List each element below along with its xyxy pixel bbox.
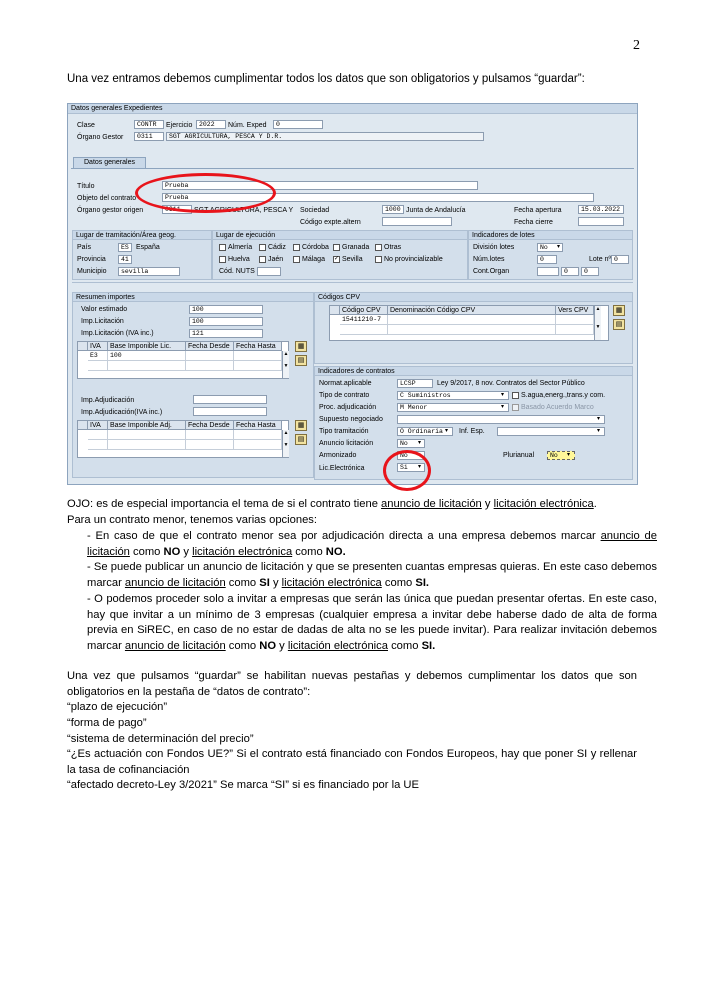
text-run: como	[225, 639, 260, 652]
table-cell[interactable]	[88, 440, 108, 450]
lugar-ejecucion-section	[212, 230, 468, 280]
underlined-term: licitación electrónica	[192, 545, 293, 558]
table-cell[interactable]	[388, 315, 556, 325]
check-granada[interactable]	[333, 244, 340, 251]
opt-cordoba: Córdoba	[302, 244, 329, 251]
organo-gestor-code[interactable]: 0311	[134, 132, 164, 141]
anuncio-licitacion-label: Anuncio licitación	[319, 440, 374, 447]
indicadores-lotes-title: Indicadores de lotes	[469, 231, 632, 240]
fecha-cierre-field[interactable]	[578, 217, 624, 226]
sociedad-code[interactable]: 1000	[382, 205, 404, 214]
row-selector-header	[78, 342, 88, 351]
imp-licitacion-iva-label: Imp.Licitación (IVA inc.)	[81, 330, 154, 337]
cpv-table	[329, 305, 609, 341]
num-lotes-field[interactable]: 0	[537, 255, 557, 264]
proc-adjudicacion-select[interactable]: M Menor	[397, 403, 509, 412]
clase-field[interactable]: CONTR	[134, 120, 164, 129]
check-huelva[interactable]	[219, 256, 226, 263]
num-lotes-label: Núm.lotes	[473, 256, 505, 263]
organo-origen-name: SGT AGRICULTURA, PESCA Y	[194, 207, 294, 214]
fecha-cierre-label: Fecha cierre	[514, 219, 553, 226]
sagua-checkbox[interactable]	[512, 392, 519, 399]
table-cell[interactable]	[186, 351, 234, 361]
table-cell[interactable]	[234, 361, 282, 371]
bold-term: SI.	[421, 639, 436, 652]
sagua-label: S.agua,energ.,trans.y com.	[521, 392, 606, 399]
sociedad-name: Junta de Andalucía	[406, 207, 466, 214]
row-selector-header	[78, 421, 88, 430]
tipo-contrato-label: Tipo de contrato	[319, 392, 370, 399]
option-bullet-1	[67, 529, 657, 560]
fecha-apertura-label: Fecha apertura	[514, 207, 562, 214]
table-header: Fecha Hasta	[234, 421, 282, 430]
check-jaen[interactable]	[259, 256, 266, 263]
imp-adjudicacion-label: Imp.Adjudicación	[81, 397, 135, 404]
table-export-icon[interactable]: ▤	[295, 434, 307, 445]
lugar-tramitacion-section	[72, 230, 212, 280]
sociedad-label: Sociedad	[300, 207, 330, 214]
pais-label: País	[77, 244, 92, 251]
base-imponible-adj-table	[77, 420, 289, 458]
lote-no-label: Lote nº	[589, 256, 612, 263]
opt-jaen: Jaén	[268, 256, 284, 263]
chevron-down-icon: ▾	[501, 404, 505, 410]
codigos-cpv-section	[314, 292, 633, 364]
pais-code[interactable]: ES	[118, 243, 132, 252]
codigo-expte-label: Código expte.altern	[300, 219, 361, 226]
table-cell[interactable]: E3	[88, 351, 108, 361]
chevron-down-icon: ▾	[418, 464, 422, 470]
intro-text: Una vez entramos debemos cumplimentar todos los datos que son obligatorios y pulsamos “guardar”:	[67, 73, 585, 85]
tab-datos-generales[interactable]: Datos generales	[73, 157, 146, 168]
page-number: 2	[633, 38, 640, 53]
chevron-down-icon: ▾	[567, 452, 571, 458]
lugar-ejecucion-title: Lugar de ejecución	[213, 231, 467, 240]
check-sevilla[interactable]: ✓	[334, 256, 340, 262]
organo-gestor-label: Órgano Gestor	[77, 134, 124, 141]
imp-adjudicacion-iva-label: Imp.Adjudicación(IVA inc.)	[81, 409, 163, 416]
num-exped-label: Núm. Exped	[228, 122, 267, 129]
underlined-term: anuncio de licitación	[124, 639, 226, 652]
underlined-term: anuncio de licitación	[87, 530, 657, 558]
plurianual-label: Plurianual	[503, 452, 535, 459]
table-cell[interactable]	[186, 440, 234, 450]
bold-term: SI.	[415, 576, 430, 589]
tab-divider	[71, 168, 634, 169]
table-header: Base Imponible Adj.	[108, 421, 186, 430]
normat-field[interactable]: LCSP	[397, 379, 433, 388]
required-field-item: “plazo de ejecución”	[67, 701, 168, 713]
table-cell[interactable]	[388, 325, 556, 335]
fecha-apertura-field[interactable]: 15.03.2022	[578, 205, 624, 214]
text-run: - Se puede publicar un anuncio de licitación y que se presenten cuantas empresas quieras. En este caso debemos marcar	[87, 561, 657, 589]
text-run: OJO: es de especial importancia el tema de si el contrato tiene	[67, 498, 382, 510]
table-export-icon[interactable]: ▤	[295, 355, 307, 366]
tramitacion-select[interactable]: O Ordinaria	[397, 427, 453, 436]
organo-origen-code[interactable]: 0311	[162, 205, 192, 214]
organo-gestor-name: SGT AGRICULTURA, PESCA Y D.R.	[166, 132, 484, 141]
chevron-down-icon: ▾	[597, 428, 601, 434]
objeto-label: Objeto del contrato	[77, 195, 137, 202]
base-imponible-lic-table	[77, 341, 289, 379]
resumen-importes-title: Resumen importes	[73, 293, 313, 302]
option-bullet-2	[67, 560, 657, 591]
imp-licitacion-label: Imp.Licitación	[81, 318, 124, 325]
table-cell[interactable]	[340, 325, 388, 335]
text-run: y	[481, 498, 494, 510]
chevron-down-icon: ▾	[597, 416, 601, 422]
cont-organ-field-3[interactable]: 0	[581, 267, 599, 276]
armonizado-label: Armonizado	[319, 452, 357, 459]
imp-adjudicacion-field[interactable]	[193, 395, 267, 404]
check-no-provincializable[interactable]	[375, 256, 382, 263]
imp-adjudicacion-iva-field[interactable]	[193, 407, 267, 416]
text-run: y	[276, 639, 288, 652]
ojo-paragraph	[67, 497, 637, 513]
scrollbar[interactable]: ▲ ▼	[282, 430, 289, 457]
scrollbar[interactable]: ▲ ▼	[282, 351, 289, 378]
clase-label: Clase	[77, 122, 95, 129]
inf-esp-label: Inf. Esp.	[459, 428, 485, 435]
normat-label: Normat.aplicable	[319, 380, 372, 387]
underlined-term: anuncio de licitación	[381, 498, 482, 510]
table-cell[interactable]: 100	[108, 351, 186, 361]
text-run: como	[292, 545, 326, 558]
text-run: y	[269, 576, 282, 589]
scrollbar[interactable]: ▲ ▼	[594, 306, 601, 340]
required-field-item: “forma de pago”	[67, 717, 147, 729]
table-cell[interactable]	[234, 440, 282, 450]
indicadores-contratos-title: Indicadores de contratos	[315, 367, 632, 376]
header-title: Datos generales Expedientes	[68, 104, 637, 114]
check-almeria[interactable]	[219, 244, 226, 251]
table-cell[interactable]	[108, 430, 186, 440]
opt-malaga: Málaga	[302, 256, 325, 263]
table-header: Vers CPV	[556, 306, 594, 315]
table-cell[interactable]: 15411210-7	[340, 315, 388, 325]
opt-sevilla: Sevilla	[342, 256, 363, 263]
imp-licitacion-field[interactable]: 100	[189, 317, 263, 326]
indicadores-lotes-section	[468, 230, 633, 280]
organo-origen-label: Órgano gestor origen	[77, 207, 144, 214]
table-header: Denominación Código CPV	[388, 306, 556, 315]
ejercicio-label: Ejercicio	[166, 122, 193, 129]
cont-organ-label: Cont.Organ	[473, 268, 510, 275]
text-run: como	[387, 639, 422, 652]
basado-checkbox[interactable]	[512, 404, 519, 411]
underlined-term: licitación electrónica	[287, 639, 388, 652]
table-cell[interactable]	[556, 325, 594, 335]
opt-cadiz: Cádiz	[268, 244, 286, 251]
check-cordoba[interactable]	[293, 244, 300, 251]
required-field-item: “sistema de determinación del precio”	[67, 733, 254, 745]
table-cell[interactable]	[186, 361, 234, 371]
provincia-field[interactable]: 41	[118, 255, 132, 264]
row-selector-header	[330, 306, 340, 315]
bold-term: NO.	[325, 545, 346, 558]
proc-adjudicacion-label: Proc. adjudicación	[319, 404, 377, 411]
ojo-intro-line: Para un contrato menor, tenemos varias opciones:	[67, 514, 317, 526]
opt-granada: Granada	[342, 244, 370, 251]
table-cell[interactable]	[234, 430, 282, 440]
highlight-ring	[135, 173, 276, 213]
table-cell[interactable]	[88, 430, 108, 440]
resumen-importes-section	[72, 292, 314, 478]
plurianual-select[interactable]: No	[547, 451, 575, 460]
text-run: - En caso de que el contrato menor sea por adjudicación directa a una empresa debemos marcar	[87, 530, 601, 542]
titulo-label: Título	[77, 183, 95, 190]
codigos-cpv-title: Códigos CPV	[315, 293, 632, 302]
titulo-field[interactable]: Prueba	[162, 181, 478, 190]
bold-term: SI	[259, 576, 270, 589]
text-run: y	[180, 545, 193, 558]
division-lotes-label: División lotes	[473, 244, 515, 251]
text-run: como	[129, 545, 164, 558]
text-run: como	[381, 576, 416, 589]
table-header: IVA	[88, 421, 108, 430]
table-settings-icon[interactable]: ▦	[295, 420, 307, 431]
underlined-term: licitación electrónica	[493, 498, 594, 510]
table-settings-icon[interactable]: ▦	[613, 305, 625, 316]
table-cell[interactable]	[186, 430, 234, 440]
table-cell[interactable]	[234, 351, 282, 361]
table-cell[interactable]	[556, 315, 594, 325]
table-export-icon[interactable]: ▤	[613, 319, 625, 330]
valor-estimado-field[interactable]: 100	[189, 305, 263, 314]
opt-almeria: Almería	[228, 244, 253, 251]
cont-organ-field-1[interactable]	[537, 267, 559, 276]
option-bullet-3	[67, 592, 657, 654]
section-divider	[72, 282, 633, 283]
armonizado-select[interactable]: No	[397, 451, 425, 460]
ejercicio-field[interactable]: 2022	[196, 120, 226, 129]
lic-electronica-select[interactable]: Si	[397, 463, 425, 472]
lugar-tramitacion-title: Lugar de tramitación/Área geog.	[73, 231, 211, 240]
underlined-term: anuncio de licitación	[124, 576, 226, 589]
cont-organ-field-2[interactable]: 0	[561, 267, 579, 276]
objeto-field[interactable]: Prueba	[162, 193, 594, 202]
supuesto-select[interactable]	[397, 415, 605, 424]
table-cell[interactable]	[108, 361, 186, 371]
num-exped-field[interactable]: 0	[273, 120, 323, 129]
text-run: como	[225, 576, 260, 589]
table-header: Código CPV	[340, 306, 388, 315]
opt-huelva: Huelva	[228, 256, 250, 263]
tramitacion-label: Tipo tramitación	[319, 428, 369, 435]
table-cell[interactable]	[108, 440, 186, 450]
check-cadiz[interactable]	[259, 244, 266, 251]
chevron-down-icon: ▾	[445, 428, 449, 434]
check-otras[interactable]	[375, 244, 382, 251]
table-cell[interactable]	[88, 361, 108, 371]
lic-electronica-label: Lic.Electrónica	[319, 465, 365, 472]
chevron-down-icon: ▾	[418, 440, 422, 446]
opt-otras: Otras	[384, 244, 402, 251]
highlight-ring	[383, 450, 431, 491]
text-run: - O podemos proceder solo a invitar a empresas que serán las única que puedan presentar ofertas. En este caso, hay que invitar a un mínimo de 3 empresas (cualquier empresa a invitar debe haberse dado de alta de forma previa en SiREC, en caso de no estar de dadas de alta no se les puede invitar). Para realizar invitación debemos marcar	[87, 593, 657, 652]
lote-no-field[interactable]: 0	[611, 255, 629, 264]
table-settings-icon[interactable]: ▦	[295, 341, 307, 352]
anuncio-licitacion-select[interactable]: No	[397, 439, 425, 448]
municipio-label: Municipio	[77, 268, 107, 275]
check-malaga[interactable]	[293, 256, 300, 263]
tipo-contrato-select[interactable]: C Suministros	[397, 391, 509, 400]
sap-screenshot	[67, 103, 638, 485]
cod-nuts-label: Cód. NUTS	[219, 268, 255, 275]
inf-esp-select[interactable]	[497, 427, 605, 436]
required-field-item: “afectado decreto-Ley 3/2021” Se marca “SI” si es financiado por la UE	[67, 779, 419, 791]
opt-no-provincializable: No provincializable	[384, 256, 443, 263]
division-lotes-select[interactable]: No	[537, 243, 563, 252]
valor-estimado-label: Valor estimado	[81, 306, 128, 313]
imp-licitacion-iva-field[interactable]: 121	[189, 329, 263, 338]
bold-term: NO	[259, 639, 277, 652]
chevron-down-icon: ▾	[501, 392, 505, 398]
codigo-expte-field[interactable]	[382, 217, 452, 226]
table-header: IVA	[88, 342, 108, 351]
table-header: Base Imponible Lic.	[108, 342, 186, 351]
supuesto-label: Supuesto negociado	[319, 416, 383, 423]
provincia-label: Provincia	[77, 256, 106, 263]
bold-term: NO	[163, 545, 181, 558]
table-header: Fecha Desde	[186, 342, 234, 351]
after-save-paragraph: Una vez que pulsamos “guardar” se habilitan nuevas pestañas y debemos cumplimentar los datos que son obligatorios en la pestaña de “datos de contrato”:	[67, 670, 637, 698]
table-header: Fecha Desde	[186, 421, 234, 430]
table-header: Fecha Hasta	[234, 342, 282, 351]
chevron-down-icon: ▾	[557, 244, 561, 250]
underlined-term: licitación electrónica	[281, 576, 382, 589]
text-run: .	[593, 498, 597, 510]
normat-text: Ley 9/2017, 8 nov. Contratos del Sector Público	[437, 380, 585, 387]
basado-label: Basado Acuerdo Marco	[521, 404, 594, 411]
municipio-field[interactable]: sevilla	[118, 267, 180, 276]
indicadores-contratos-section	[314, 366, 633, 480]
pais-name: España	[136, 244, 160, 251]
required-field-item: “¿Es actuación con Fondos UE?” Si el contrato está financiado con Fondos Europeos, hay que poner SI y rellenar la tasa de cofinanciación	[67, 748, 637, 776]
cod-nuts-field[interactable]	[257, 267, 281, 276]
